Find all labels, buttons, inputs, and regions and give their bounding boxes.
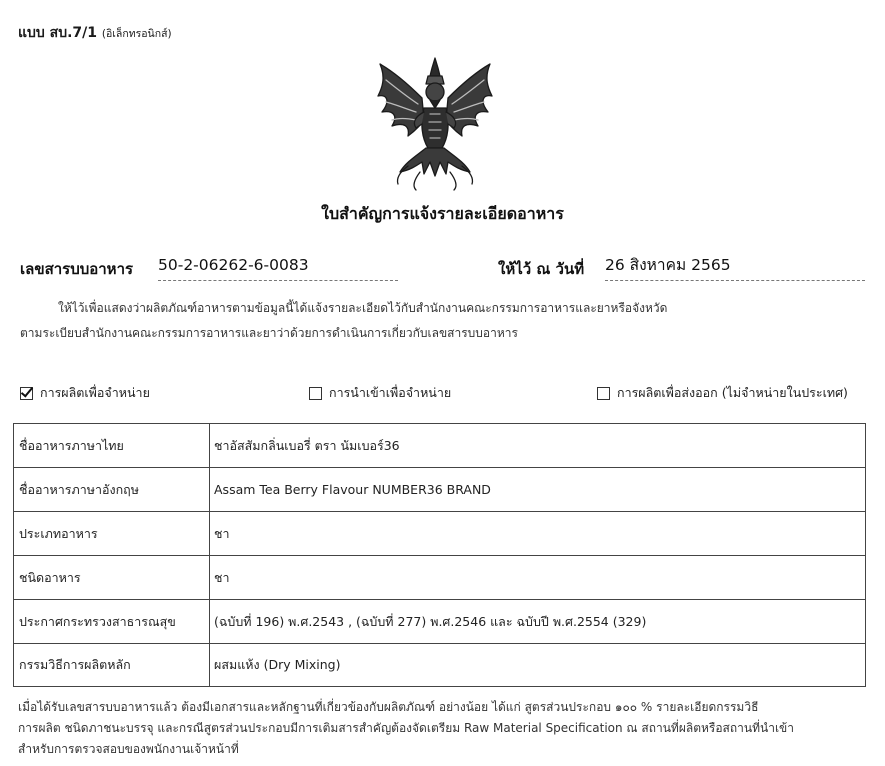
option-import-for-sale[interactable] [309,383,451,403]
intro-paragraph [20,296,870,346]
issued-date-label: ให้ไว้ ณ วันที่ [498,260,585,278]
row-label: ชนิดอาหาร [14,556,210,600]
row-label: ประเภทอาหาร [14,512,210,556]
document-title: ใบสำคัญการแจ้งรายละเอียดอาหาร [321,204,564,223]
row-label: ชื่ออาหารภาษาอังกฤษ [14,468,210,512]
footer-line-3: สำหรับการตรวจสอบของพนักงานเจ้าหน้าที่ [18,742,239,756]
row-value: ชา [210,512,866,556]
registration-number: 50-2-06262-6-0083 [158,254,398,281]
option-label: การผลิตเพื่อส่งออก (ไม่จำหน่ายในประเทศ) [617,385,848,400]
intro-line-2: ตามระเบียบสำนักงานคณะกรรมการอาหารและยาว่าด้วยการดำเนินการเกี่ยวกับเลขสารบบอาหาร [20,326,518,340]
row-label: ประกาศกระทรวงสาธารณสุข [14,600,210,644]
footer-line-2: การผลิต ชนิดภาชนะบรรจุ และกรณีสูตรส่วนประกอบมีการเติมสารสำคัญต้องจัดเตรียม Raw Material Specification ณ สถานที่ผลิตหรือสถานที่นำเข้า [18,721,794,735]
table-row [14,512,866,556]
row-value: ชาอัสสัมกลิ่นเบอรี่ ตรา นัมเบอร์36 [210,424,866,468]
checkbox-unchecked-icon[interactable] [597,387,610,400]
option-label: การผลิตเพื่อจำหน่าย [40,385,150,400]
table-row [14,600,866,644]
option-label: การนำเข้าเพื่อจำหน่าย [329,385,452,400]
form-code-label: แบบ สบ.7/1 [18,25,98,41]
food-info-table [13,423,866,687]
form-code-sub: (อิเล็กทรอนิกส์) [101,28,172,40]
intro-line-1: ให้ไว้เพื่อแสดงว่าผลิตภัณฑ์อาหารตามข้อมูลนี้ได้แจ้งรายละเอียดไว้กับสำนักงานคณะกรรมการอาหารและยาหรือจังหวัด [58,301,668,315]
table-row [14,424,866,468]
registration-label: เลขสารบบอาหาร [20,260,134,278]
garuda-emblem-icon [360,54,510,194]
issued-date-value: 26 สิงหาคม 2565 [605,254,865,281]
table-row [14,468,866,512]
table-row [14,556,866,600]
checkbox-checked-icon[interactable] [20,387,33,400]
row-label: ชื่ออาหารภาษาไทย [14,424,210,468]
option-production-for-export[interactable] [597,383,848,403]
footer-note [18,697,870,760]
table-row [14,644,866,687]
row-label: กรรมวิธีการผลิตหลัก [14,644,210,687]
row-value: (ฉบับที่ 196) พ.ศ.2543 , (ฉบับที่ 277) พ.ศ.2546 และ ฉบับปี พ.ศ.2554 (329) [210,600,866,644]
row-value: Assam Tea Berry Flavour NUMBER36 BRAND [210,468,866,512]
option-production-for-sale[interactable] [20,383,150,403]
footer-line-1: เมื่อได้รับเลขสารบบอาหารแล้ว ต้องมีเอกสารและหลักฐานที่เกี่ยวข้องกับผลิตภัณฑ์ อย่างน้อย ได้แก่ สูตรส่วนประกอบ ๑๐๐ % รายละเอียดกรรมวิธี [18,700,759,714]
form-code [18,22,172,44]
row-value: ผสมแห้ง (Dry Mixing) [210,644,866,687]
row-value: ชา [210,556,866,600]
checkbox-unchecked-icon[interactable] [309,387,322,400]
